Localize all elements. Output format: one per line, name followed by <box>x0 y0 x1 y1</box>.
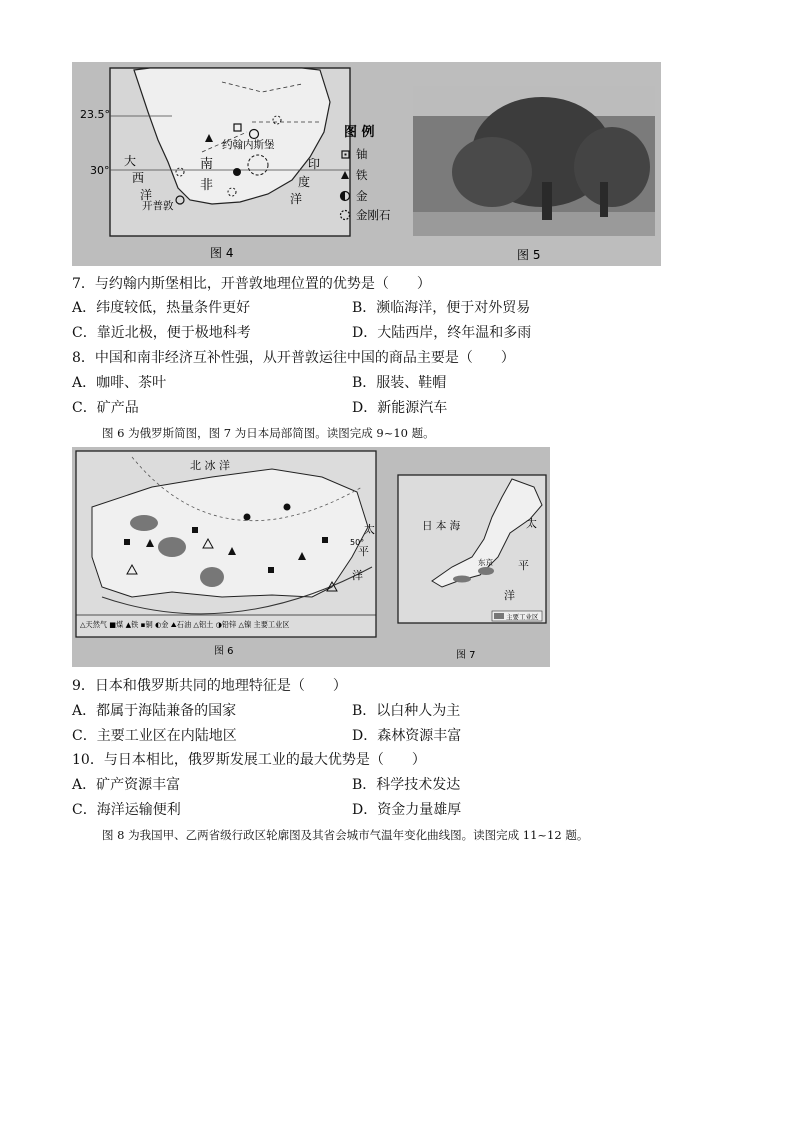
fig6-pacific-label-1: 太 <box>364 523 375 536</box>
atlantic-label-2: 西 <box>132 171 145 185</box>
question-9-option-a[interactable]: A．都属于海陆兼备的国家 <box>72 703 237 719</box>
tokyo-label: 东京 <box>478 558 493 567</box>
question-10-option-d[interactable]: D．资金力量雄厚 <box>352 802 462 818</box>
legend-label-uranium: 铀 <box>356 147 368 161</box>
figure-4-caption: 图 4 <box>210 246 234 260</box>
question-7-option-c[interactable]: C．靠近北极，便于极地科考 <box>72 325 251 341</box>
legend-label-diamond: 金刚石 <box>356 208 391 222</box>
indian-label-1: 印 <box>308 157 321 171</box>
figure-6-legend: △天然气 ■煤 ▲铁 ▪铜 ◐金 ⛰石油 △铝土 ◑铅锌 △镍 主要工业区 <box>80 620 290 629</box>
question-8-option-d[interactable]: D．新能源汽车 <box>352 400 448 416</box>
fig6-pacific-label-2: 平 <box>358 545 369 558</box>
question-9-option-c[interactable]: C．主要工业区在内陆地区 <box>72 728 237 744</box>
question-7-stem: 7．与约翰内斯堡相比，开普敦地理位置的优势是（ ） <box>72 276 431 292</box>
arctic-ocean-label: 北 冰 洋 <box>190 459 230 472</box>
figure-4-5-panel <box>72 62 661 266</box>
question-8-option-c[interactable]: C．矿产品 <box>72 400 139 416</box>
figure-5-photo <box>413 86 655 236</box>
latitude-50-label: 50° <box>350 538 365 547</box>
question-8-option-b[interactable]: B．服装、鞋帽 <box>352 375 447 391</box>
atlantic-label-3: 洋 <box>140 188 153 202</box>
question-10-option-c[interactable]: C．海洋运输便利 <box>72 802 181 818</box>
legend-title: 图 例 <box>344 125 375 140</box>
sea-of-japan-label: 日 本 海 <box>422 520 461 532</box>
legend-label-iron: 铁 <box>356 168 368 182</box>
figure-5-caption: 图 5 <box>517 248 541 262</box>
question-8-option-a[interactable]: A．咖啡、茶叶 <box>72 375 167 391</box>
question-10-option-a[interactable]: A．矿产资源丰富 <box>72 777 181 793</box>
atlantic-label-1: 大 <box>124 154 137 168</box>
question-10-option-b[interactable]: B．科学技术发达 <box>352 777 461 793</box>
question-10-stem: 10．与日本相比，俄罗斯发展工业的最大优势是（ ） <box>72 752 426 768</box>
johannesburg-label: 约翰内斯堡 <box>222 139 275 151</box>
indian-label-3: 洋 <box>290 192 303 206</box>
question-9-option-d[interactable]: D．森林资源丰富 <box>352 728 462 744</box>
latitude-23-5-label: 23.5° <box>80 108 110 121</box>
indian-label-2: 度 <box>298 175 311 189</box>
question-9-stem: 9．日本和俄罗斯共同的地理特征是（ ） <box>72 678 347 694</box>
legend-label-gold: 金 <box>356 189 368 203</box>
instruction-figure-8: 图 8 为我国甲、乙两省级行政区轮廓图及其省会城市气温年变化曲线图。读图完成 11~12 题。 <box>102 828 589 842</box>
capetown-label: 开普敦 <box>142 200 174 212</box>
fig6-pacific-label-3: 洋 <box>352 569 363 582</box>
fig7-pacific-label-3: 洋 <box>504 589 515 602</box>
fig7-pacific-label-1: 太 <box>526 517 537 530</box>
south-africa-label-2: 非 <box>200 178 214 193</box>
question-9-option-b[interactable]: B．以白种人为主 <box>352 703 461 719</box>
figure-6-7-panel <box>72 447 550 667</box>
question-7-option-a[interactable]: A．纬度较低，热量条件更好 <box>72 300 251 316</box>
question-7-option-b[interactable]: B．濒临海洋，便于对外贸易 <box>352 300 531 316</box>
south-africa-label-1: 南 <box>200 157 214 172</box>
figure-7-legend: 主要工业区 <box>506 613 539 621</box>
figure-4-map <box>72 62 661 266</box>
latitude-30-label: 30° <box>90 164 110 177</box>
question-8-stem: 8．中国和南非经济互补性强，从开普敦运往中国的商品主要是（ ） <box>72 350 515 366</box>
figure-7-caption: 图 7 <box>456 650 476 661</box>
fig7-pacific-label-2: 平 <box>518 559 529 572</box>
question-7-option-d[interactable]: D．大陆西岸，终年温和多雨 <box>352 325 532 341</box>
instruction-figures-6-7: 图 6 为俄罗斯简图，图 7 为日本局部简图。读图完成 9~10 题。 <box>102 426 435 440</box>
figure-6-caption: 图 6 <box>214 646 234 657</box>
